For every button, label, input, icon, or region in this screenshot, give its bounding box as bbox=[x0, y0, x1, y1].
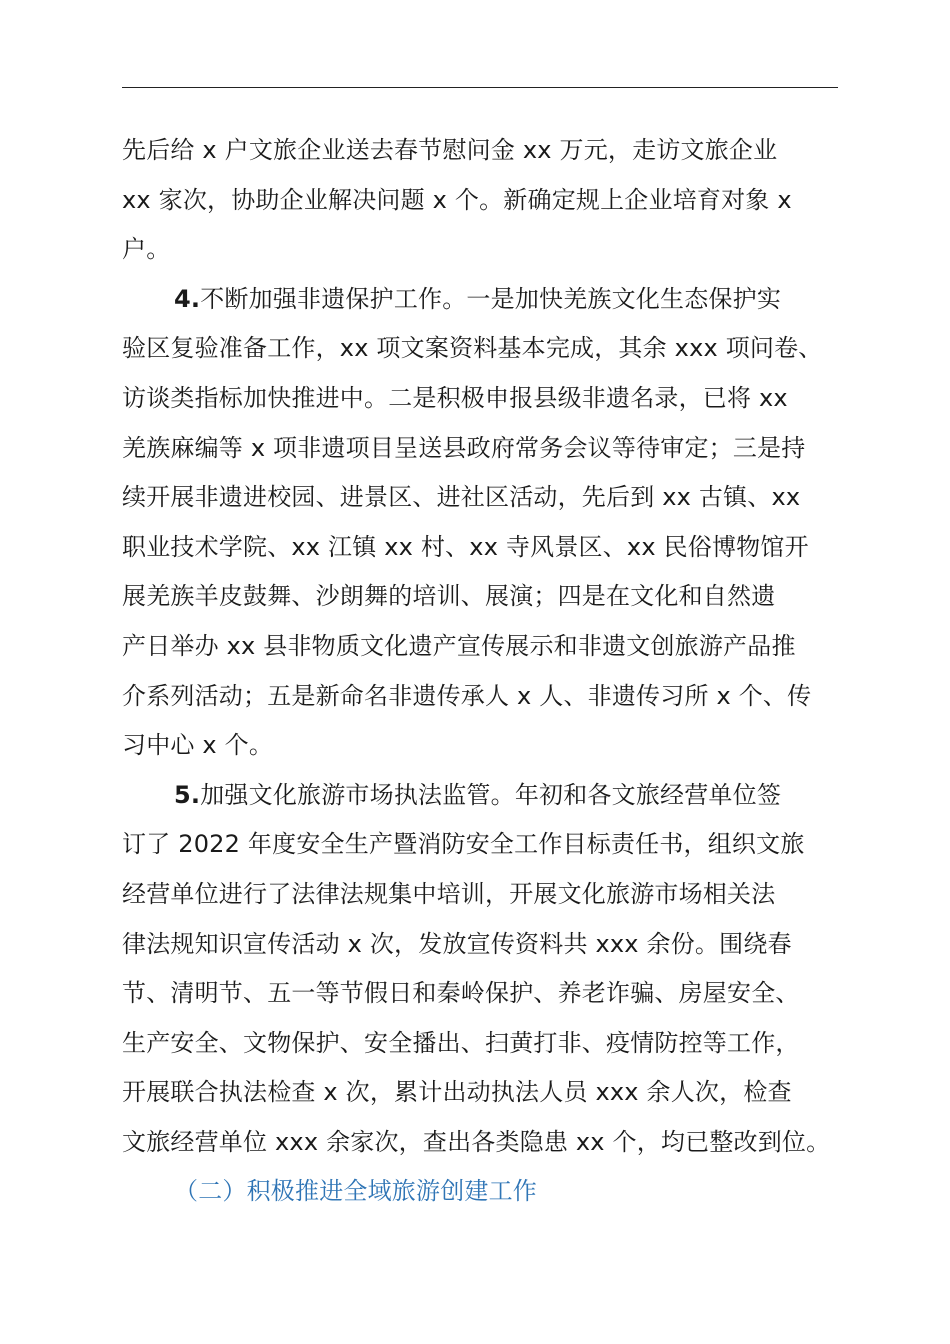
text-line: 节、清明节、五一等节假日和秦岭保护、养老诈骗、房屋安全、 bbox=[122, 979, 800, 1008]
text-line: 访谈类指标加快推进中。二是积极申报县级非遗名录，已将 xx bbox=[122, 383, 788, 412]
paragraph-lead-text: 加强文化旅游市场执法监管。年初和各文旅经营单位签 bbox=[200, 780, 782, 809]
item-number: 4. bbox=[174, 284, 201, 313]
document-body bbox=[122, 126, 862, 1217]
text-line: xx 家次，协助企业解决问题 x 个。新确定规上企业培育对象 x bbox=[122, 185, 792, 214]
text-line: 先后给 x 户文旅企业送去春节慰问金 xx 万元，走访文旅企业 bbox=[122, 136, 778, 164]
paragraph-first-line bbox=[122, 771, 862, 821]
text-line: 户。 bbox=[122, 235, 171, 264]
header-rule bbox=[122, 87, 838, 88]
item-number: 5. bbox=[174, 780, 201, 809]
paragraph-5 bbox=[122, 771, 862, 1168]
text-line: 律法规知识宣传活动 x 次，发放宣传资料共 xxx 余份。围绕春 bbox=[122, 929, 792, 958]
text-line: 习中心 x 个。 bbox=[122, 731, 274, 760]
text-line: 介系列活动；五是新命名非遗传承人 x 人、非遗传习所 x 个、传 bbox=[122, 681, 812, 710]
text-line: 展羌族羊皮鼓舞、沙朗舞的培训、展演；四是在文化和自然遗 bbox=[122, 582, 776, 611]
text-line: 职业技术学院、xx 江镇 xx 村、xx 寺风景区、xx 民俗博物馆开 bbox=[122, 532, 809, 561]
text-line: 经营单位进行了法律法规集中培训，开展文化旅游市场相关法 bbox=[122, 879, 776, 908]
paragraph-4 bbox=[122, 275, 862, 771]
text-line: 订了 2022 年度安全生产暨消防安全工作目标责任书，组织文旅 bbox=[122, 830, 805, 859]
text-line: 验区复验准备工作，xx 项文案资料基本完成，其余 xxx 项问卷、 bbox=[122, 334, 823, 363]
paragraph-lead-text: 不断加强非遗保护工作。一是加快羌族文化生态保护实 bbox=[200, 284, 782, 313]
text-line: 产日举办 xx 县非物质文化遗产宣传展示和非遗文创旅游产品推 bbox=[122, 631, 796, 660]
text-line: 开展联合执法检查 x 次，累计出动执法人员 xxx 余人次，检查 bbox=[122, 1078, 792, 1107]
text-line: 羌族麻编等 x 项非遗项目呈送县政府常务会议等待审定；三是持 bbox=[122, 433, 806, 462]
paragraph-3-tail bbox=[122, 126, 862, 275]
text-line: 生产安全、文物保护、安全播出、扫黄打非、疫情防控等工作， bbox=[122, 1028, 800, 1057]
text-line: 文旅经营单位 xxx 余家次，查出各类隐患 xx 个，均已整改到位。 bbox=[122, 1127, 831, 1156]
text-line: 续开展非遗进校园、进景区、进社区活动，先后到 xx 古镇、xx bbox=[122, 483, 801, 512]
section-heading: （二）积极推进全域旅游创建工作 bbox=[174, 1177, 537, 1206]
paragraph-first-line bbox=[122, 275, 862, 325]
